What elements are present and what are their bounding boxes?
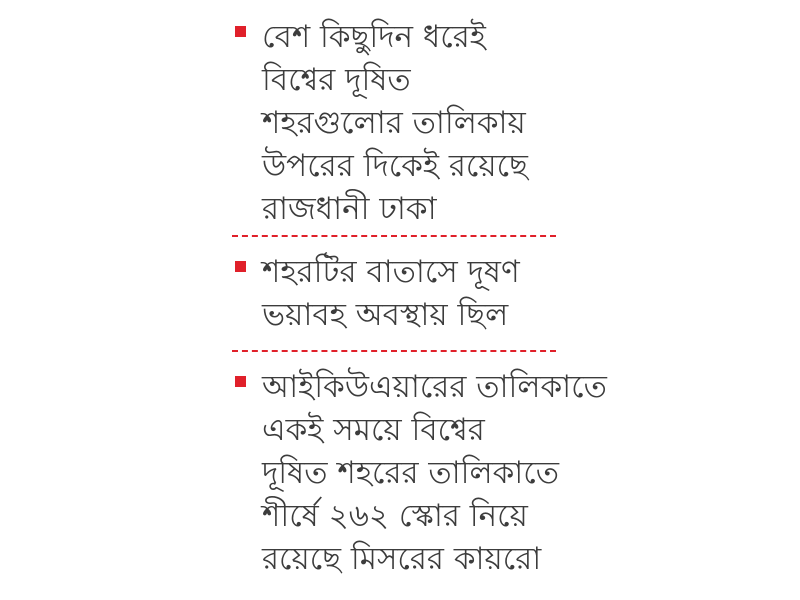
- text-line: বেশ কিছুদিন ধরেই: [262, 19, 486, 55]
- bullet-text: [262, 251, 592, 337]
- bullet-text: [262, 16, 592, 231]
- text-line: উপরের দিকেই রয়েছে: [262, 148, 528, 184]
- bullet-item-cairo-ranking: [232, 366, 607, 581]
- text-line: শহরগুলোর তালিকায়: [262, 105, 526, 141]
- text-line: আইকিউএয়ারের তালিকাতে: [262, 369, 607, 405]
- text-line: রয়েছে মিসরের কায়রো: [262, 541, 542, 577]
- text-line: ভয়াবহ অবস্থায় ছিল: [262, 297, 509, 333]
- text-line: একই সময়ে বিশ্বের: [262, 412, 485, 448]
- text-line: রাজধানী ঢাকা: [262, 191, 437, 227]
- bullet-text: [262, 366, 607, 581]
- text-line: দূষিত শহরের তালিকাতে: [262, 455, 560, 491]
- text-line: শহরটির বাতাসে দূষণ: [262, 254, 520, 290]
- red-square-bullet-icon: [235, 26, 246, 37]
- red-square-bullet-icon: [235, 376, 246, 387]
- red-square-bullet-icon: [235, 261, 246, 272]
- dashed-divider: [232, 235, 556, 237]
- text-line: বিশ্বের দূষিত: [262, 62, 411, 98]
- dashed-divider: [232, 350, 556, 352]
- text-line: শীর্ষে ২৬২ স্কোর নিয়ে: [262, 498, 528, 534]
- bullet-item-dhaka-pollution: [232, 16, 592, 231]
- bullet-item-air-quality: [232, 251, 592, 337]
